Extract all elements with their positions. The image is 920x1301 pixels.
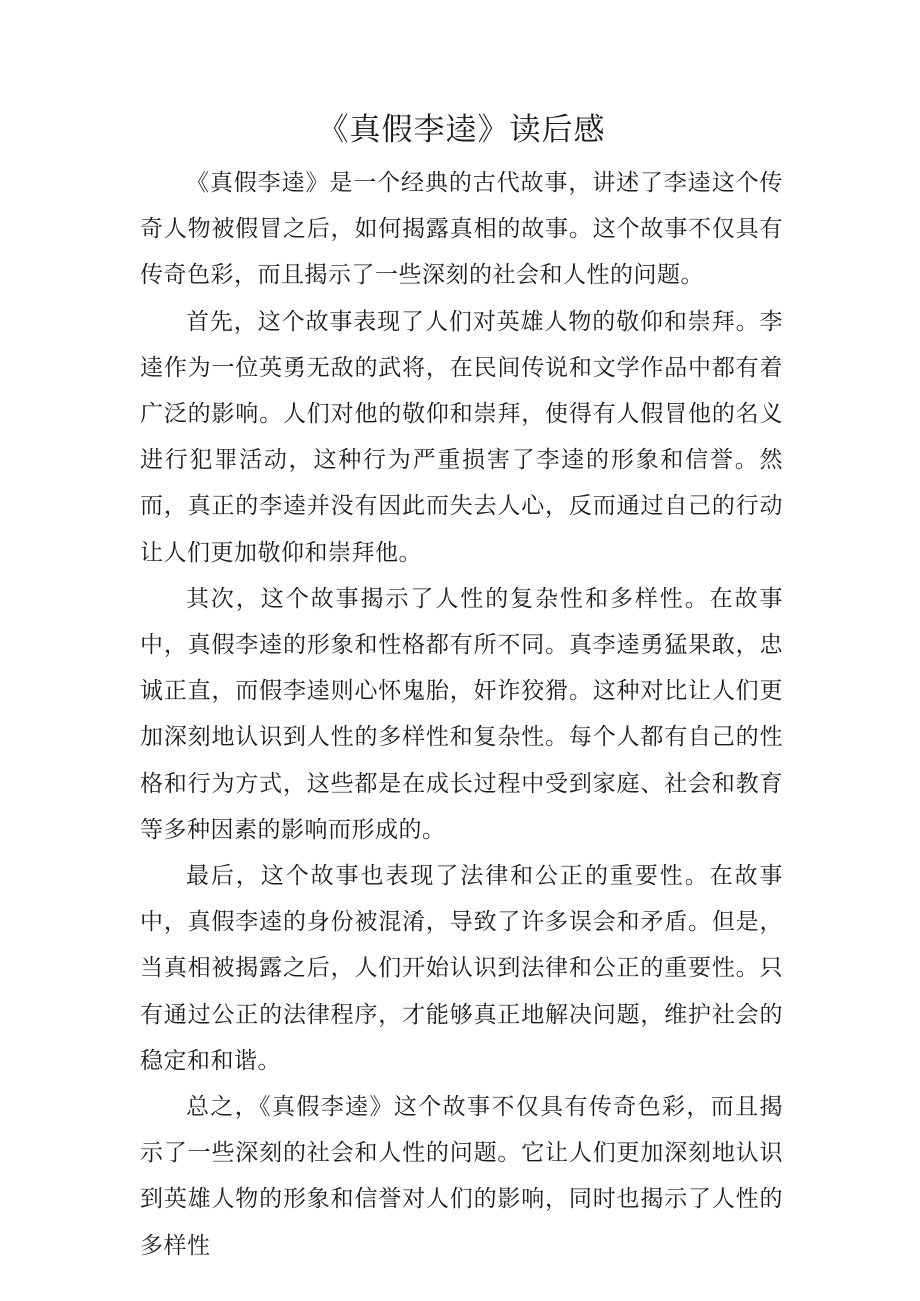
paragraph-1: 《真假李逵》是一个经典的古代故事，讲述了李逵这个传奇人物被假冒之后，如何揭露真相的故事。这个故事不仅具有传奇色彩，而且揭示了一些深刻的社会和人性的问题。: [140, 170, 783, 289]
document-title: 《真假李逵》读后感: [317, 112, 606, 148]
paragraph-5: 总之，《真假李逵》这个故事不仅具有传奇色彩，而且揭示了一些深刻的社会和人性的问题。它让人们更加深刻地认识到英雄人物的形象和信誉对人们的影响，同时也揭示了人性的多样性: [140, 1094, 783, 1259]
paragraph-3: 其次，这个故事揭示了人性的复杂性和多样性。在故事中，真假李逵的形象和性格都有所不同。真李逵勇猛果敢，忠诚正直，而假李逵则心怀鬼胎，奸诈狡猾。这种对比让人们更加深刻地认识到人性的多样性和复杂性。每个人都有自己的性格和行为方式，这些都是在成长过程中受到家庭、社会和教育等多种因素的影响而形成的。: [140, 585, 783, 843]
paragraph-4: 最后，这个故事也表现了法律和公正的重要性。在故事中，真假李逵的身份被混淆，导致了许多误会和矛盾。但是，当真相被揭露之后，人们开始认识到法律和公正的重要性。只有通过公正的法律程序，才能够真正地解决问题，维护社会的稳定和和谐。: [140, 863, 783, 1074]
document-page: [140, 100, 783, 1269]
paragraph-2: 首先，这个故事表现了人们对英雄人物的敬仰和崇拜。李逵作为一位英勇无敌的武将，在民间传说和文学作品中都有着广泛的影响。人们对他的敬仰和崇拜，使得有人假冒他的名义进行犯罪活动，这种行为严重损害了李逵的形象和信誉。然而，真正的李逵并没有因此而失去人心，反而通过自己的行动让人们更加敬仰和崇拜他。: [140, 308, 783, 566]
